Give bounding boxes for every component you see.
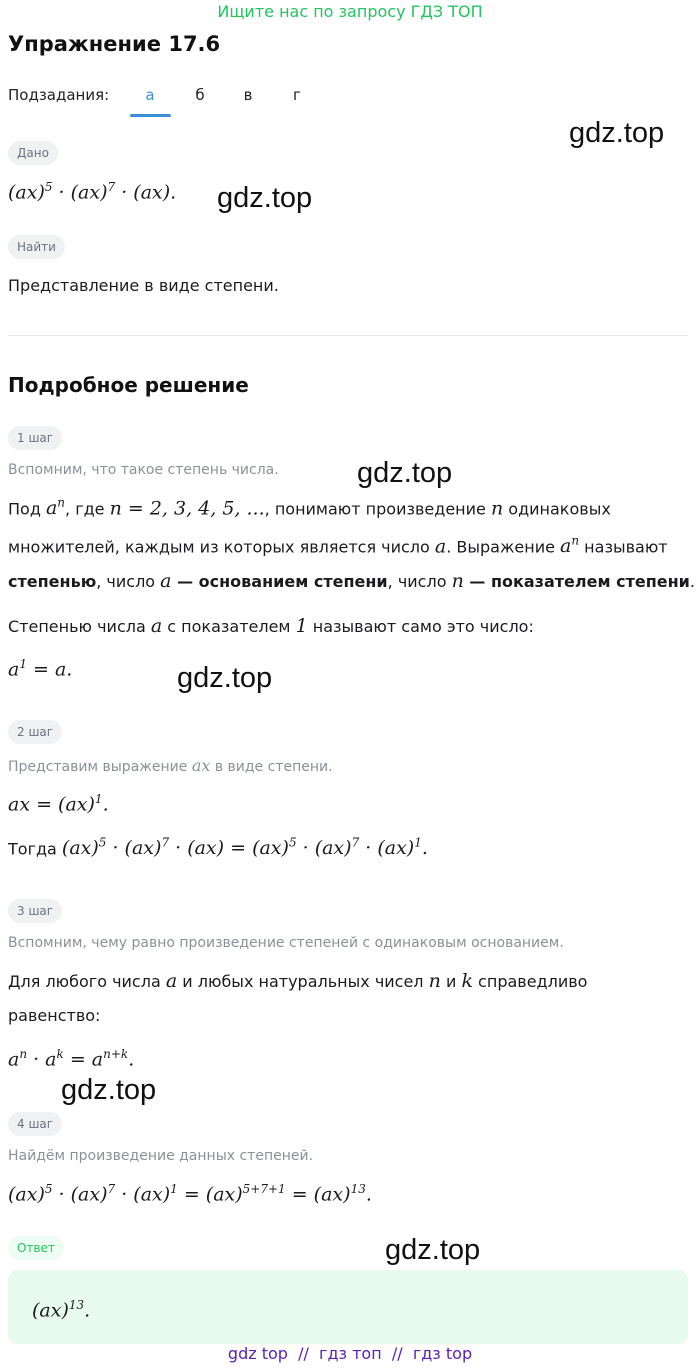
answer-badge: Ответ — [8, 1236, 64, 1260]
section-divider — [8, 335, 688, 336]
step-1-line-1: Под $a^n$, где n = 2, 3, 4, 5, ..., понимают произведение n одинаковых — [8, 496, 611, 520]
tab-g[interactable]: г — [293, 86, 301, 104]
step-2-hint: Представим выражение ax в виде степени. — [8, 756, 333, 775]
top-banner: Ищите нас по запросу ГДЗ ТОП — [217, 2, 483, 21]
answer-box — [8, 1270, 688, 1344]
footer-link-gdz-top[interactable]: gdz top — [227, 1344, 288, 1363]
watermark: gdz.top — [569, 117, 665, 149]
step-1-line-4: Степенью числа a с показателем 1 называют само это число: — [8, 615, 534, 637]
step-1-hint: Вспомним, что такое степень числа. — [8, 462, 279, 478]
footer-link-gdz-top-ru[interactable]: гдз топ — [319, 1344, 382, 1363]
step-2-then: Тогда (ax)$^5$ · (ax)$^7$ · (ax) = (ax)$^5$ · (ax)$^7$ · (ax)$^1$. — [8, 836, 428, 860]
watermark: gdz.top — [61, 1074, 157, 1106]
watermark: gdz.top — [217, 182, 313, 214]
footer-link-gdz-top-mixed[interactable]: гдз top — [412, 1344, 473, 1363]
footer-separator: // — [381, 1344, 413, 1363]
step-3-hint: Вспомним, чему равно произведение степеней с одинаковым основанием. — [8, 935, 564, 951]
footer-separator: // — [287, 1344, 320, 1363]
answer-expression: (ax)$^{13}$. — [32, 1298, 91, 1322]
step-2-badge: 2 шаг — [8, 720, 62, 744]
step-1-formula: $a^1 = a$. — [8, 657, 73, 681]
solution-title: Подробное решение — [8, 373, 249, 397]
step-4-formula: (ax)$^5$ · (ax)$^7$ · (ax)$^1$ = (ax)$^{5+7+1}$ = (ax)$^{13}$. — [8, 1182, 372, 1206]
step-1-badge: 1 шаг — [8, 426, 62, 450]
step-1-line-3: степенью, число a — основанием степени, число n — показателем степени. — [8, 570, 695, 592]
step-3-formula: $a^n \cdot a^k = a^{n+k}$. — [8, 1047, 135, 1071]
step-3-badge: 3 шаг — [8, 899, 62, 923]
find-text: Представление в виде степени. — [8, 276, 279, 295]
step-2-formula: ax = (ax)$^1$. — [8, 792, 109, 816]
tab-a[interactable]: а — [145, 86, 155, 104]
tab-v[interactable]: в — [243, 86, 253, 104]
tab-b[interactable]: б — [195, 86, 205, 104]
watermark: gdz.top — [357, 457, 453, 489]
step-1-line-2: множителей, каждым из которых является число a. Выражение $a^n$ называют — [8, 534, 668, 558]
step-4-hint: Найдём произведение данных степеней. — [8, 1148, 314, 1164]
find-badge: Найти — [8, 235, 65, 259]
step-3-line-2: равенство: — [8, 1006, 101, 1025]
active-tab-indicator — [130, 114, 171, 117]
step-4-badge: 4 шаг — [8, 1112, 62, 1136]
watermark: gdz.top — [177, 662, 273, 694]
footer-links — [0, 1344, 700, 1363]
given-badge: Дано — [8, 141, 58, 165]
subtasks-label: Подзадания: — [8, 86, 110, 104]
step-3-line-1: Для любого числа a и любых натуральных чисел n и k справедливо — [8, 970, 588, 992]
watermark: gdz.top — [385, 1234, 481, 1266]
page-title: Упражнение 17.6 — [8, 32, 221, 56]
given-expression: (ax)$^5$ · (ax)$^7$ · (ax). — [8, 180, 177, 204]
